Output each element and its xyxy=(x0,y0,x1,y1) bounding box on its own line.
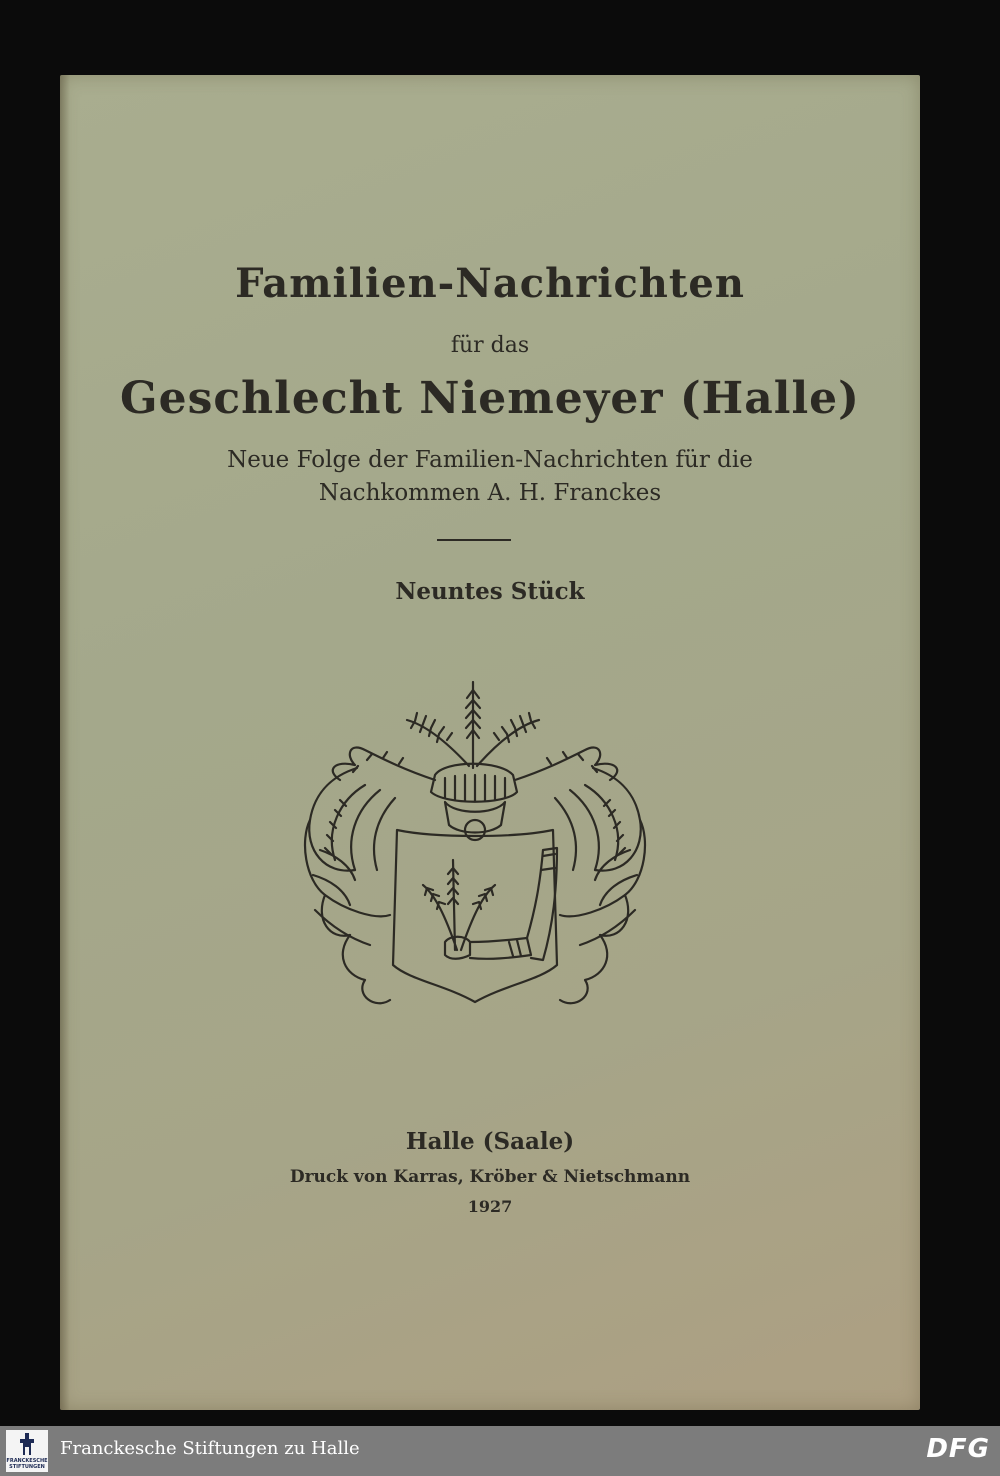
logo-text-line1: FRANCKESCHE xyxy=(6,1458,48,1464)
cover-for-the: für das xyxy=(450,333,530,358)
institution-name[interactable]: Franckesche Stiftungen zu Halle xyxy=(60,1438,360,1459)
logo-text-line2: STIFTUNGEN xyxy=(9,1464,45,1470)
publication-year: 1927 xyxy=(467,1197,513,1216)
footer-bar xyxy=(0,1426,1000,1476)
cover-family-name: Geschlecht Niemeyer (Halle) xyxy=(120,373,860,424)
divider-rule xyxy=(437,539,511,541)
coat-of-arms-icon xyxy=(295,680,655,1025)
cover-title: Familien-Nachrichten xyxy=(235,260,745,307)
cover-subtitle-line2: Nachkommen A. H. Franckes xyxy=(318,480,662,506)
cover-subtitle-line1: Neue Folge der Familien-Nachrichten für die xyxy=(227,447,753,473)
institution-logo[interactable] xyxy=(6,1430,48,1472)
printer-line: Druck von Karras, Kröber & Nietschmann xyxy=(289,1167,691,1187)
publication-place: Halle (Saale) xyxy=(405,1128,575,1155)
cover-issue: Neuntes Stück xyxy=(395,578,585,605)
booklet-cover xyxy=(60,75,920,1410)
dfg-logo[interactable]: DFG xyxy=(926,1434,990,1464)
francke-building-icon xyxy=(17,1433,37,1457)
